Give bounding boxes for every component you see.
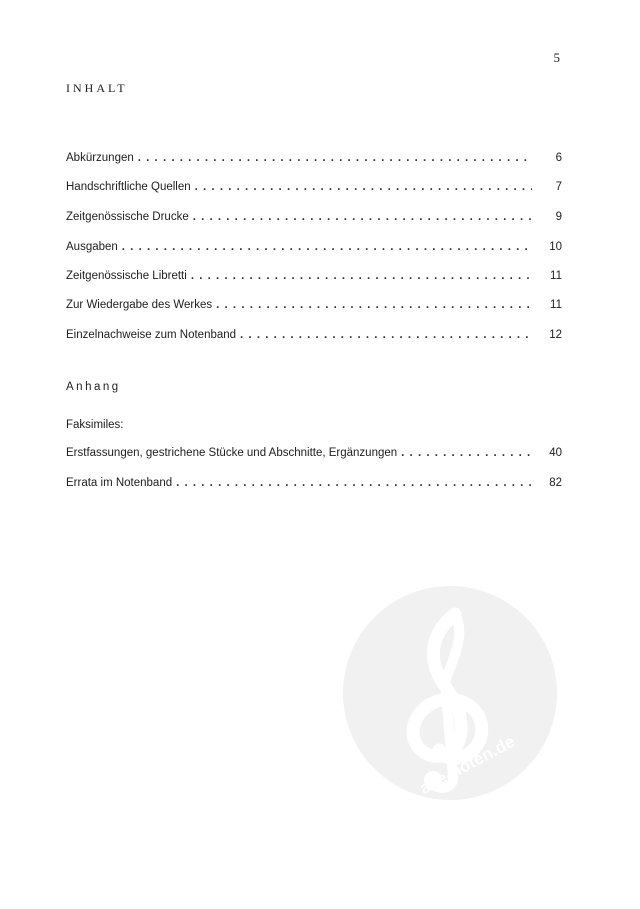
toc-entry [66, 152, 562, 170]
toc-entry-page: 11 [550, 299, 562, 311]
dot-leader [187, 270, 532, 282]
appendix-entry [66, 477, 562, 495]
toc-entry-page: 11 [550, 270, 562, 282]
toc-entry-page: 7 [555, 181, 562, 193]
toc-entry-label: Handschriftliche Quellen [66, 181, 191, 193]
toc-entry-label: Einzelnachweise zum Notenband [66, 329, 237, 341]
toc-entry-label: Errata im Notenband [66, 477, 173, 489]
toc-entry-label: Ausgaben [66, 241, 118, 253]
toc-entry-page: 40 [549, 447, 562, 459]
toc-entry-page: 12 [549, 329, 562, 341]
toc-entry-page: 82 [549, 477, 562, 489]
dot-leader [397, 447, 532, 459]
watermark [343, 586, 557, 800]
dot-leader [191, 181, 532, 193]
toc-entry [66, 329, 562, 347]
toc-entry-label: Abkürzungen [66, 152, 134, 164]
treble-clef-icon [343, 586, 557, 800]
toc-entry-label: Erstfassungen, gestrichene Stücke und Abschnitte, Ergänzungen [66, 447, 398, 459]
page-number: 5 [553, 50, 560, 65]
toc-entry-page: 6 [555, 152, 562, 164]
appendix-title: Anhang [66, 381, 121, 393]
dot-leader [212, 299, 532, 311]
toc-entry [66, 211, 562, 229]
dot-leader [236, 329, 532, 341]
toc-entry-page: 10 [549, 241, 562, 253]
watermark-text: alle-noten.de [416, 731, 519, 798]
toc-entry [66, 299, 562, 317]
toc-entry-label: Zeitgenössische Libretti [66, 270, 187, 282]
toc-entry [66, 181, 562, 199]
dot-leader [172, 477, 532, 489]
dot-leader [189, 211, 532, 223]
toc-entry-label: Zeitgenössische Drucke [66, 211, 189, 223]
toc-entry [66, 241, 562, 259]
appendix-entry [66, 447, 562, 465]
toc-entry [66, 270, 562, 288]
toc-entry-label: Zur Wiedergabe des Werkes [66, 299, 213, 311]
dot-leader [134, 152, 532, 164]
toc-entry-page: 9 [555, 211, 562, 223]
appendix-subtitle: Faksimiles: [66, 419, 124, 431]
dot-leader [118, 241, 532, 253]
page-title: INHALT [66, 81, 128, 95]
